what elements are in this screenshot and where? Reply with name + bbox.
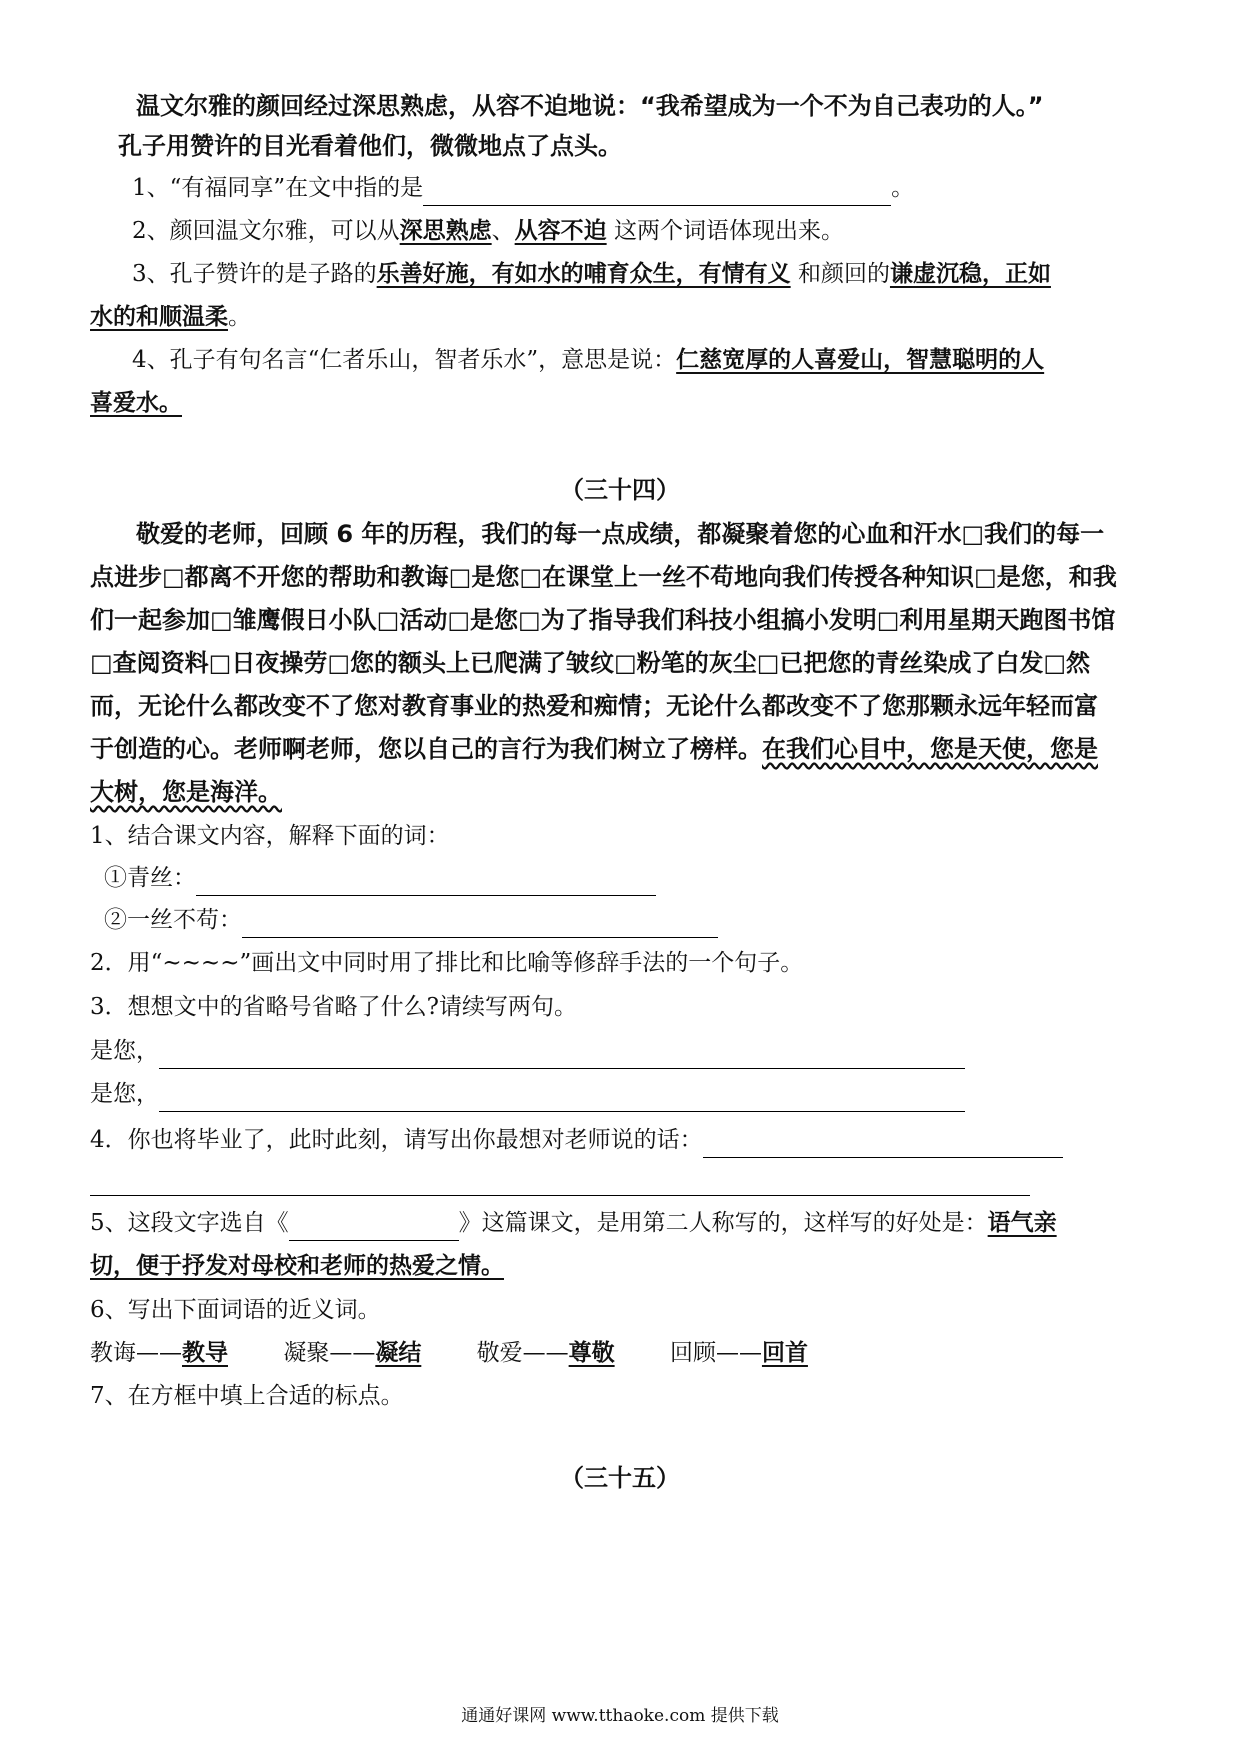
question-4-cont xyxy=(90,385,1160,421)
synonym-item: 教诲——教导 xyxy=(90,1340,228,1366)
question-4 xyxy=(90,1122,1160,1158)
question-text: 和颜回的 xyxy=(797,261,890,287)
passage-line: 敬爱的老师，回顾 6 年的历程，我们的每一点成绩，都凝聚着您的心血和汗水□我们的每一 xyxy=(136,520,1105,548)
answer-blank xyxy=(159,1085,965,1112)
question-text: 4、孔子有句名言“仁者乐山，智者乐水”，意思是说： xyxy=(132,347,677,373)
passage-line: 温文尔雅的颜回经过深思熟虑，从容不迫地说：“我希望成为一个不为自己表功的人。” xyxy=(136,92,1044,120)
question-text: 。 xyxy=(228,304,251,330)
answer-blank xyxy=(289,1214,459,1241)
answer-blank xyxy=(90,1169,1030,1196)
question-text: 这两个词语体现出来。 xyxy=(613,218,844,244)
question-1: 1、结合课文内容，解释下面的词： xyxy=(90,823,450,849)
answer-text: 水的和顺温柔 xyxy=(90,304,228,330)
wavy-underlined-sentence: 大树，您是海洋。 xyxy=(90,778,282,806)
question-3-cont xyxy=(90,299,1160,335)
wavy-underlined-sentence: 在我们心目中，您是天使，您是 xyxy=(762,735,1098,763)
question-text: 。 xyxy=(891,175,915,201)
question-2: 2．用“~~~~”画出文中同时用了排比和比喻等修辞手法的一个句子。 xyxy=(90,950,804,976)
passage-line xyxy=(90,731,1160,767)
section-title: （三十五） xyxy=(560,1464,680,1492)
answer-blank xyxy=(159,1042,965,1069)
question-text: 4．你也将毕业了，此时此刻，请写出你最想对老师说的话： xyxy=(90,1127,703,1153)
question-text: 3、孔子赞许的是子路的 xyxy=(132,261,377,287)
page-footer: 通通好课网 www.tthaoke.com 提供下载 xyxy=(461,1706,779,1726)
question-5-cont xyxy=(90,1248,1160,1284)
passage-line xyxy=(90,774,1160,810)
answer-text: 切，便于抒发对母校和老师的热爱之情。 xyxy=(90,1253,504,1279)
question-6: 6、写出下面词语的近义词。 xyxy=(90,1297,381,1323)
synonym-item: 凝聚——凝结 xyxy=(283,1340,422,1366)
question-text: 是您， xyxy=(90,1038,159,1064)
answer-blank xyxy=(703,1131,1063,1158)
question-text: ①青丝： xyxy=(104,865,196,891)
question-7: 7、在方框中填上合适的标点。 xyxy=(90,1383,404,1409)
synonym-item: 敬爱——尊敬 xyxy=(476,1340,615,1366)
section-title: （三十四） xyxy=(560,476,680,504)
question-3 xyxy=(132,256,1202,292)
question-text: ②一丝不苟： xyxy=(104,907,242,933)
answer-text: 尊敬 xyxy=(568,1340,615,1366)
passage-line: 孔子用赞许的目光看着他们，微微地点了点头。 xyxy=(118,132,622,160)
question-2 xyxy=(132,213,1202,249)
passage-line: □查阅资料□日夜操劳□您的额头上已爬满了皱纹□粉笔的灰尘□已把您的青丝染成了白发□然 xyxy=(90,649,1091,677)
question-text: 是您， xyxy=(90,1081,159,1107)
question-3a xyxy=(90,1033,1160,1069)
synonym-row xyxy=(90,1335,1160,1371)
question-1b xyxy=(104,902,1174,938)
question-text: 1、“有福同享”在文中指的是 xyxy=(132,175,424,201)
answer-text: 乐善好施，有如水的哺育众生，有情有义 xyxy=(376,261,791,287)
question-1 xyxy=(132,170,1202,206)
question-text: 、 xyxy=(491,218,515,244)
question-text: 5、这段文字选自《 xyxy=(90,1210,289,1236)
synonym-item: 回顾——回首 xyxy=(669,1340,808,1366)
answer-text: 深思熟虑 xyxy=(399,218,492,244)
answer-blank xyxy=(242,911,718,938)
question-3b xyxy=(90,1076,1160,1112)
answer-text: 谦虚沉稳，正如 xyxy=(889,261,1051,287)
question-4 xyxy=(132,342,1202,378)
passage-line: 而，无论什么都改变不了您对教育事业的热爱和痴情；无论什么都改变不了您那颗永远年轻而富 xyxy=(90,692,1098,720)
passage-text: 于创造的心。老师啊老师，您以自己的言行为我们树立了榜样。 xyxy=(90,735,762,763)
passage-line: 们一起参加□雏鹰假日小队□活动□是您□为了指导我们科技小组搞小发明□利用星期天跑图书馆 xyxy=(90,606,1116,634)
question-1a xyxy=(104,860,1174,896)
question-4-cont xyxy=(90,1160,1160,1196)
answer-blank xyxy=(423,179,891,206)
answer-text: 喜爱水。 xyxy=(90,390,182,416)
answer-text: 仁慈宽厚的人喜爱山，智慧聪明的人 xyxy=(676,347,1045,373)
answer-text: 凝结 xyxy=(375,1340,422,1366)
answer-text: 回首 xyxy=(761,1340,808,1366)
passage-line: 点进步□都离不开您的帮助和教诲□是您□在课堂上一丝不苟地向我们传授各种知识□是您，和我 xyxy=(90,563,1117,591)
answer-text: 教导 xyxy=(182,1340,228,1366)
question-3: 3．想想文中的省略号省略了什么?请续写两句。 xyxy=(90,994,577,1020)
question-text: 》这篇课文，是用第二人称写的，这样写的好处是： xyxy=(458,1210,988,1236)
answer-blank xyxy=(196,869,656,896)
question-5 xyxy=(90,1205,1160,1241)
answer-text: 语气亲 xyxy=(987,1210,1057,1236)
answer-text: 从容不迫 xyxy=(514,218,607,244)
question-text: 2、颜回温文尔雅，可以从 xyxy=(132,218,400,244)
